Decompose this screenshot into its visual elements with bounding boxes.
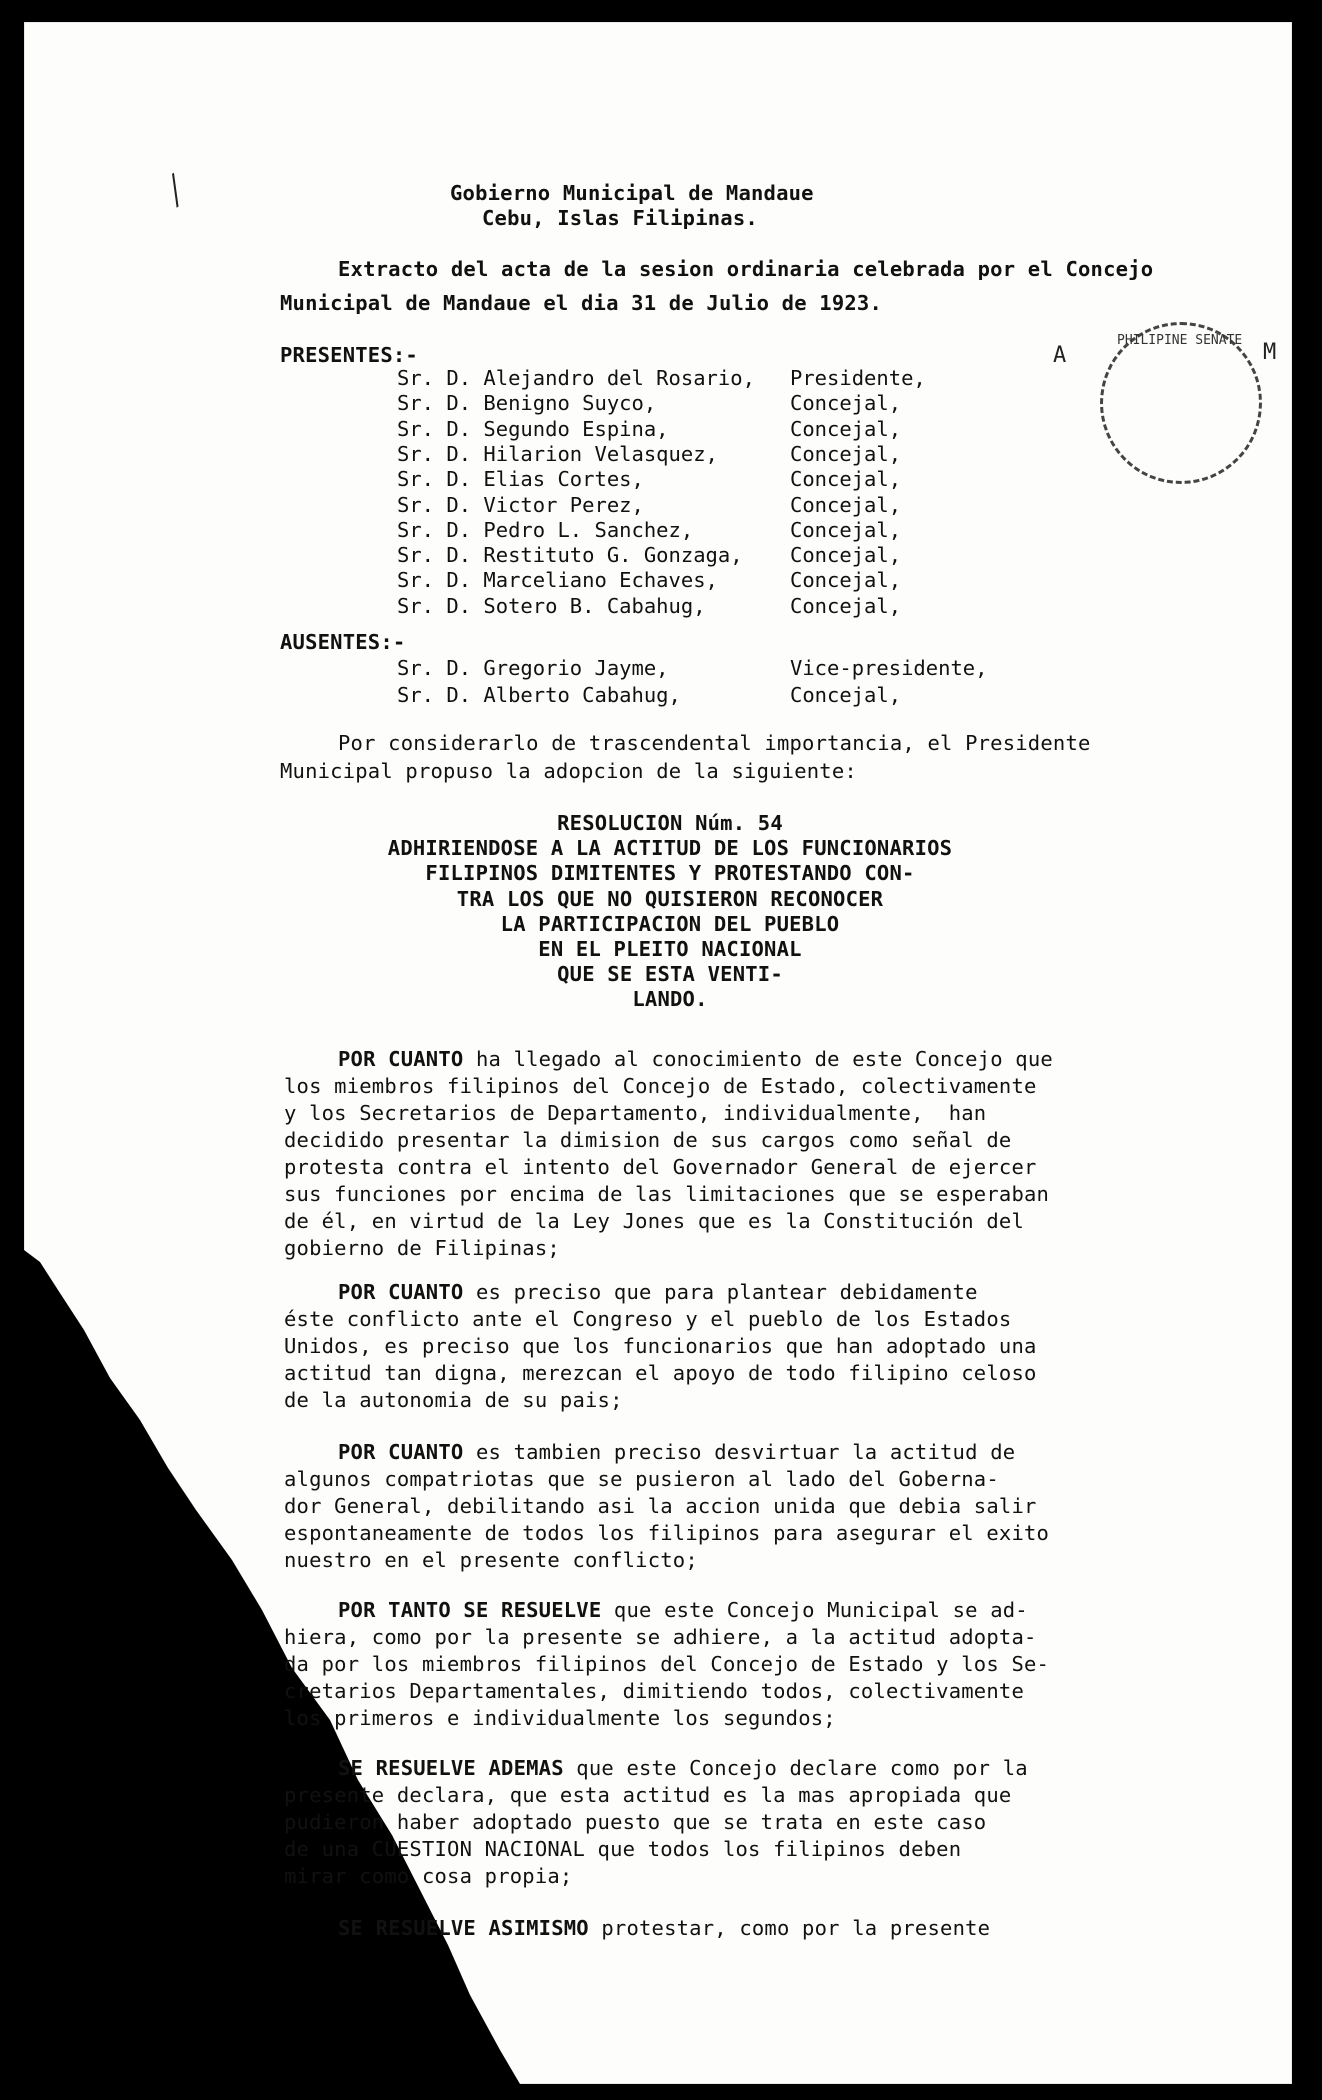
resolution-title-line: QUE SE ESTA VENTI- [557,962,783,987]
paragraph-line: protesta contra el intento del Governador General de ejercer [284,1155,1037,1179]
paragraph-text: que este Concejo declare como por la [563,1756,1028,1780]
header-line-1: Gobierno Municipal de Mandaue [450,181,814,205]
member-role: Concejal, [790,391,902,416]
paragraph-line: sus funciones por encima de las limitaciones que se esperaban [284,1182,1050,1206]
paragraph-line: de él, en virtud de la Ley Jones que es la Constitución del [284,1209,1024,1233]
resolution-title-line: EN EL PLEITO NACIONAL [538,937,802,961]
member-role: Vice-presidente, [790,656,988,680]
paragraph-first-line [338,1916,990,1940]
paragraph-first-line [338,1756,1028,1780]
paragraph-lead: POR CUANTO [338,1440,464,1464]
paragraph-lead: POR CUANTO [338,1047,464,1071]
member-name: Sr. D. Hilarion Velasquez, [397,441,718,466]
paragraph-text: que este Concejo Municipal se ad- [601,1598,1028,1622]
paragraph-line: decidido presentar la dimision de sus cargos como señal de [284,1128,1012,1152]
paragraph-line: de la autonomia de su pais; [284,1388,623,1412]
member-role: Presidente, [790,366,926,390]
paragraph-line: cretarios Departamentales, dimitiendo todos, colectivamente [284,1679,1024,1703]
paragraph-line: da por los miembros filipinos del Concejo de Estado y los Se- [284,1652,1050,1676]
resolution-title-line: FILIPINOS DIMITENTES Y PROTESTANDO CON- [425,861,915,886]
paragraph-line: mirar como cosa propia; [284,1864,573,1888]
paragraph-lead: SE RESUELVE ASIMISMO [338,1916,589,1940]
proposal-line-2: Municipal propuso la adopcion de la siguiente: [280,759,857,783]
resolution-title-line: LA PARTICIPACION DEL PUEBLO [500,911,840,936]
paragraph-first-line [338,1440,1015,1464]
paragraph-text: ha llegado al conocimiento de este Concejo que [463,1047,1053,1071]
member-role: Concejal, [790,517,902,542]
member-name: Sr. D. Restituto G. Gonzaga, [397,543,743,568]
paragraph-line: algunos compatriotas que se pusieron al lado del Goberna- [284,1467,999,1491]
paragraph-line: hiera, como por la presente se adhiere, a la actitud adopta- [284,1625,1037,1649]
paragraph-line: dor General, debilitando asi la accion unida que debia salir [284,1494,1037,1518]
paragraph-line: de una CUESTION NACIONAL que todos los filipinos deben [284,1837,962,1861]
member-name: Sr. D. Segundo Espina, [397,416,669,441]
pen-mark: ╱ [160,174,191,208]
paragraph-line: éste conflicto ante el Congreso y el pueblo de los Estados [284,1307,1012,1331]
member-role: Concejal, [790,593,902,618]
paragraph-text: es preciso que para plantear debidamente [463,1280,978,1304]
paragraph-text: protestar, como por la presente [588,1916,991,1940]
member-name: Sr. D. Victor Perez, [397,492,644,517]
stamp-text: PHILIPINE SENATE [1117,333,1243,348]
intro-line-2: Municipal de Mandaue el dia 31 de Julio de 1923. [280,291,883,315]
header-line-2: Cebu, Islas Filipinas. [482,206,758,230]
ausentes-label: AUSENTES:- [280,630,406,654]
paragraph-lead: POR TANTO SE RESUELVE [338,1598,602,1622]
member-name: Sr. D. Sotero B. Cabahug, [397,593,706,618]
proposal-line-1: Por considerarlo de trascendental importancia, el Presidente [338,731,1091,755]
member-role: Concejal, [790,416,902,441]
member-role: Concejal, [790,441,902,466]
paragraph-line: presente declara, que esta actitud es la mas apropiada que [284,1783,1012,1807]
paragraph-line: y los Secretarios de Departamento, individualmente, han [284,1101,987,1125]
paragraph-first-line [338,1047,1053,1071]
paragraph-line: gobierno de Filipinas; [284,1236,560,1260]
member-name: Sr. D. Elias Cortes, [397,467,644,492]
paragraph-line: nuestro en el presente conflicto; [284,1548,698,1572]
paragraph-lead: POR CUANTO [338,1280,464,1304]
member-name: Sr. D. Pedro L. Sanchez, [397,517,694,542]
paragraph-line: los primeros e individualmente los segundos; [284,1706,836,1730]
member-role: Concejal, [790,492,902,517]
senate-stamp [1100,322,1262,484]
member-name: Sr. D. Alejandro del Rosario, [397,366,755,390]
paragraph-first-line [338,1280,978,1304]
member-name: Sr. D. Marceliano Echaves, [397,568,718,593]
member-name: Sr. D. Benigno Suyco, [397,391,657,416]
paragraph-line: pudieron haber adoptado puesto que se trata en este caso [284,1810,987,1834]
member-role: Concejal, [790,568,902,593]
margin-letter-a: A [1053,343,1067,368]
margin-letter-m: M [1263,340,1277,365]
member-role: Concejal, [790,683,902,707]
intro-line-1: Extracto del acta de la sesion ordinaria celebrada por el Concejo [338,257,1154,281]
member-name: Sr. D. Alberto Cabahug, [397,683,681,707]
resolution-title-line: TRA LOS QUE NO QUISIERON RECONOCER [456,886,884,911]
paragraph-line: Unidos, es preciso que los funcionarios que han adoptado una [284,1334,1037,1358]
paragraph-lead: SE RESUELVE ADEMAS [338,1756,564,1780]
resolution-title-line: LANDO. [632,987,708,1012]
paragraph-line: actitud tan digna, merezcan el apoyo de todo filipino celoso [284,1361,1037,1385]
member-role: Concejal, [790,467,902,492]
member-role: Concejal, [790,543,902,568]
paragraph-first-line [338,1598,1028,1622]
resolution-title-line: ADHIRIENDOSE A LA ACTITUD DE LOS FUNCIONARIOS [387,836,953,861]
resolution-title-line: RESOLUCION Núm. 54 [557,811,783,835]
paragraph-line: los miembros filipinos del Concejo de Estado, colectivamente [284,1074,1037,1098]
paragraph-line: espontaneamente de todos los filipinos para asegurar el exito [284,1521,1050,1545]
paragraph-text: es tambien preciso desvirtuar la actitud de [463,1440,1016,1464]
presentes-label: PRESENTES:- [280,343,418,367]
member-name: Sr. D. Gregorio Jayme, [397,656,669,680]
